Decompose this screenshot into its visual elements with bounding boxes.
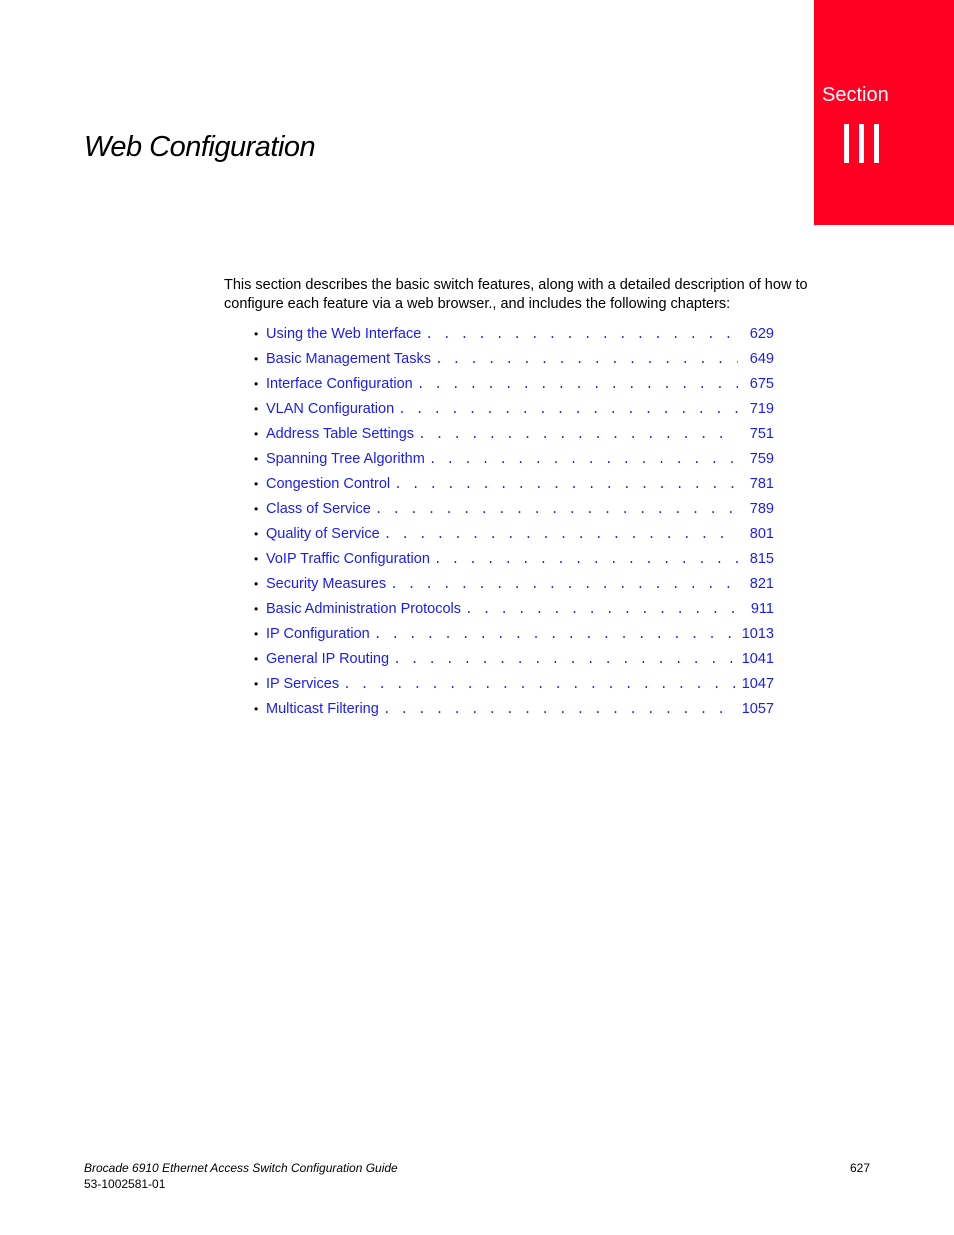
toc-page-number: 675 [749,375,774,392]
toc-title: Class of Service [266,500,371,517]
toc-page-number: 789 [749,500,774,517]
toc-title: Basic Management Tasks [266,350,431,367]
bullet-icon: • [254,651,259,666]
toc-link[interactable] [266,426,774,442]
bullet-icon: • [254,501,259,516]
toc-leader-dots [417,377,738,392]
toc-link[interactable] [266,651,774,667]
toc-leader-dots [429,452,738,467]
toc-page-number: 629 [749,325,774,342]
toc-page-number: 815 [749,550,774,567]
toc-page-number: 1013 [741,625,774,642]
toc-leader-dots [398,402,738,417]
toc-page-number: 649 [749,350,774,367]
toc-entry [254,321,774,346]
toc-page-number: 1041 [741,650,774,667]
bullet-icon: • [254,426,259,441]
toc-leader-dots [435,352,738,367]
numeral-stroke [874,124,879,163]
bullet-icon: • [254,526,259,541]
toc-link[interactable] [266,501,774,517]
footer-page-number: 627 [850,1161,871,1175]
chapter-list [254,321,774,721]
bullet-icon: • [254,701,259,716]
toc-leader-dots [418,427,738,442]
toc-link[interactable] [266,676,774,692]
numeral-stroke [859,124,864,163]
bullet-icon: • [254,351,259,366]
toc-page-number: 781 [749,475,774,492]
toc-entry [254,371,774,396]
toc-entry [254,696,774,721]
bullet-icon: • [254,676,259,691]
toc-link[interactable] [266,451,774,467]
toc-title: IP Services [266,675,340,692]
footer-doc-title: Brocade 6910 Ethernet Access Switch Configuration Guide [84,1161,398,1175]
toc-leader-dots [375,502,738,517]
bullet-icon: • [254,626,259,641]
footer-doc-number: 53-1002581-01 [84,1177,166,1191]
bullet-icon: • [254,376,259,391]
toc-entry [254,421,774,446]
toc-leader-dots [425,327,738,342]
toc-leader-dots [434,552,738,567]
bullet-icon: • [254,576,259,591]
toc-link[interactable] [266,476,774,492]
toc-link[interactable] [266,626,774,642]
bullet-icon: • [254,401,259,416]
section-numeral [844,124,888,163]
toc-entry [254,471,774,496]
toc-leader-dots [384,527,738,542]
toc-page-number: 751 [749,425,774,442]
toc-title: Spanning Tree Algorithm [266,450,425,467]
toc-title: IP Configuration [266,625,370,642]
toc-title: General IP Routing [266,650,390,667]
toc-link[interactable] [266,351,774,367]
toc-entry [254,646,774,671]
numeral-stroke [844,124,849,163]
toc-leader-dots [343,677,736,692]
toc-entry [254,596,774,621]
toc-entry [254,521,774,546]
toc-title: Interface Configuration [266,375,413,392]
toc-leader-dots [393,652,736,667]
toc-leader-dots [390,577,738,592]
toc-leader-dots [394,477,738,492]
page-title: Web Configuration [84,131,316,163]
toc-link[interactable] [266,701,774,717]
bullet-icon: • [254,551,259,566]
toc-title: Multicast Filtering [266,700,379,717]
toc-entry [254,496,774,521]
toc-link[interactable] [266,401,774,417]
toc-page-number: 719 [749,400,774,417]
toc-link[interactable] [266,526,774,542]
toc-title: VoIP Traffic Configuration [266,550,430,567]
toc-entry [254,396,774,421]
bullet-icon: • [254,326,259,341]
toc-title: Security Measures [266,575,387,592]
toc-title: VLAN Configuration [266,400,395,417]
bullet-icon: • [254,601,259,616]
toc-title: Basic Administration Protocols [266,600,462,617]
toc-entry [254,446,774,471]
toc-entry [254,346,774,371]
toc-title: Quality of Service [266,525,380,542]
bullet-icon: • [254,476,259,491]
section-label: Section [822,84,889,106]
toc-page-number: 911 [750,600,774,617]
toc-link[interactable] [266,326,774,342]
section-tab [814,0,954,225]
toc-page-number: 759 [749,450,774,467]
toc-entry [254,571,774,596]
toc-entry [254,621,774,646]
toc-title: Using the Web Interface [266,325,422,342]
toc-leader-dots [465,602,738,617]
toc-page-number: 801 [749,525,774,542]
toc-title: Congestion Control [266,475,391,492]
toc-link[interactable] [266,551,774,567]
toc-leader-dots [374,627,736,642]
toc-link[interactable] [266,576,774,592]
toc-title: Address Table Settings [266,425,415,442]
toc-leader-dots [383,702,736,717]
bullet-icon: • [254,451,259,466]
toc-page-number: 821 [749,575,774,592]
toc-page-number: 1047 [741,675,774,692]
toc-page-number: 1057 [741,700,774,717]
toc-entry [254,671,774,696]
intro-paragraph: This section describes the basic switch features, along with a detailed description of how to configure each feature via a web browser., and includes the following chapters: [224,277,808,312]
toc-link[interactable] [266,376,774,392]
toc-entry [254,546,774,571]
toc-link[interactable] [266,601,774,617]
